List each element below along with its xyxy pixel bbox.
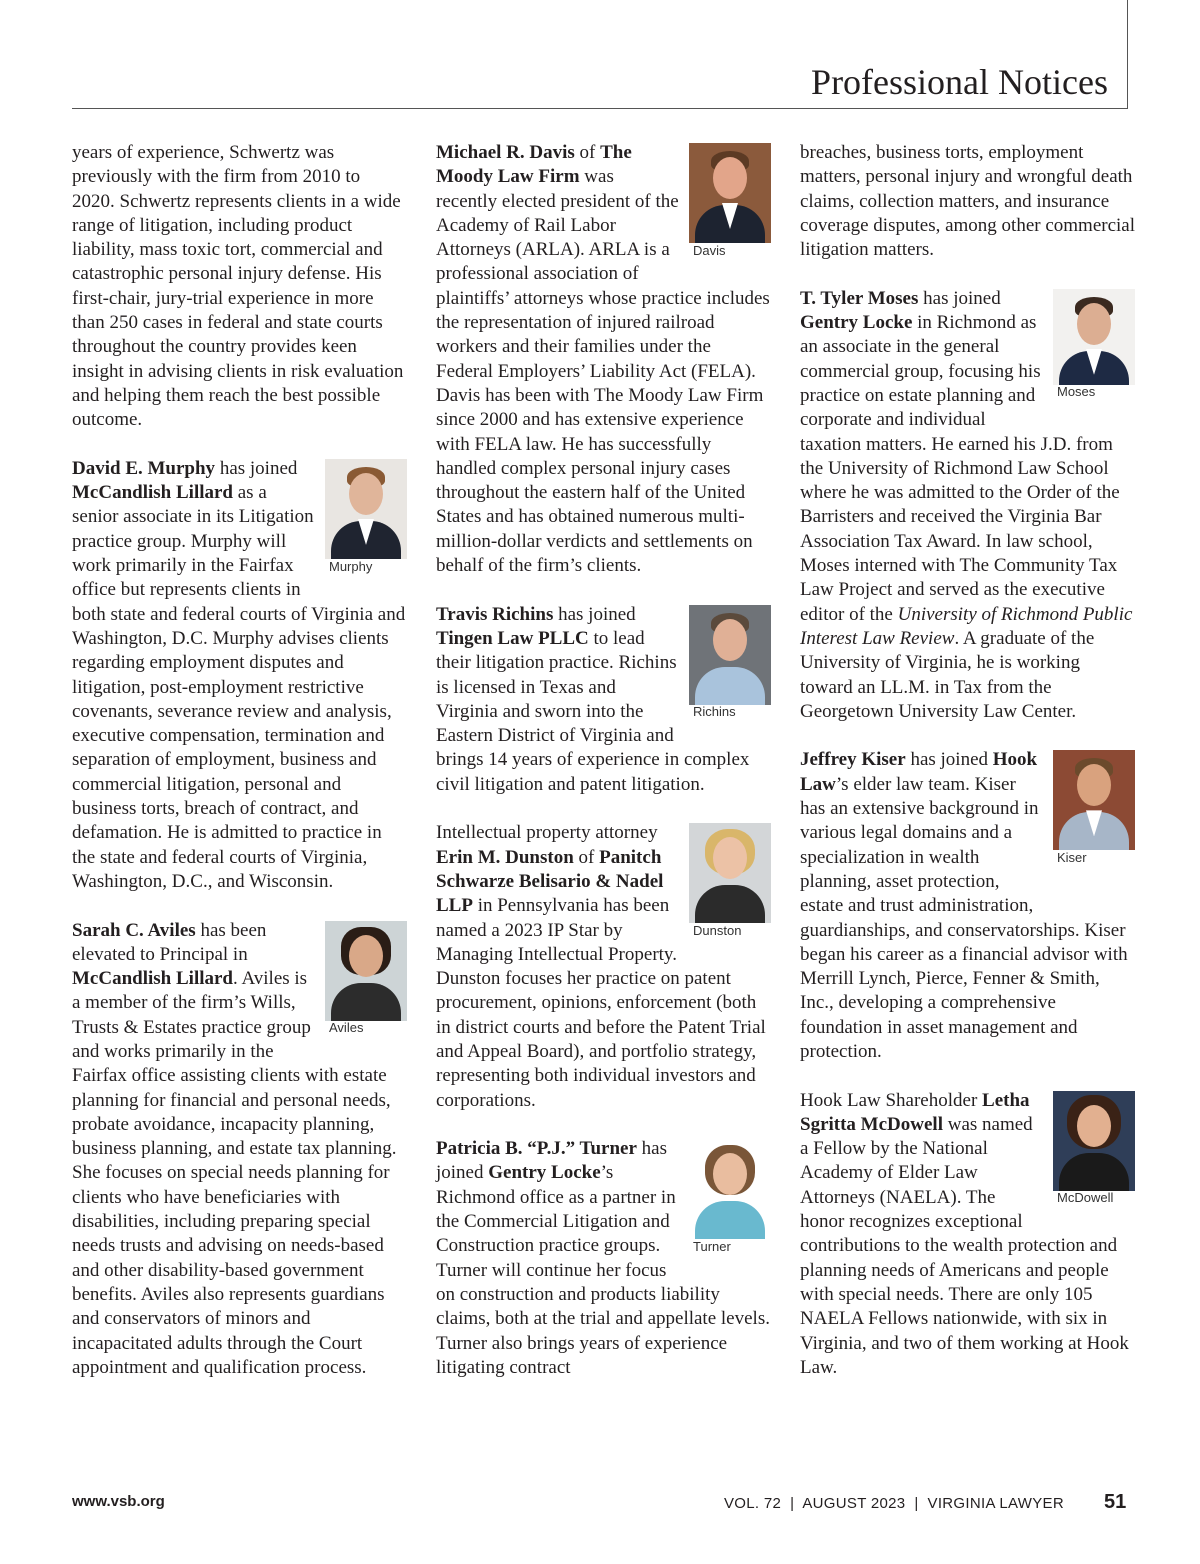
photo-caption: Davis [693, 242, 726, 258]
portrait-image [325, 459, 407, 559]
firm-name: Gentry Locke [488, 1162, 601, 1184]
person-name: David E. Murphy [72, 457, 216, 479]
schwertz-continued: years of experience, Schwertz was previously with the firm from 2010 to 2020. Schwertz represents clients in a wide range of litigation, including product liability, mass toxic tort, commercial and catastrophic personal injury defense. His first-chair, jury-trial experience in more than 250 cases in federal and state courts throughout the country provides keen insight in advising clients in risk evaluation and helping them reach the best possible outcome. [72, 142, 404, 431]
footer-website: www.vsb.org [72, 1493, 165, 1510]
photo-caption: Dunston [693, 923, 742, 939]
photo-caption: McDowell [1057, 1190, 1114, 1206]
photo-caption: Murphy [329, 558, 373, 574]
photo-murphy [325, 459, 407, 574]
journal-title: University of Richmond Public Interest Law Review [800, 603, 1133, 649]
photo-kiser [1053, 750, 1135, 866]
portrait-image [1053, 1091, 1135, 1191]
portrait-image [689, 1139, 771, 1239]
notice-moses: Moses T. Tyler Moses has joined Gentry Locke in Richmond as an associate in the general commercial group, focusing his practice on estate planning and corporate and individual taxation matters. He earned his J.D. from the University of Richmond Law School where he was admitted to the Order of the Barristers and received the Virginia Bar Association Tax Award. In law school, Moses interned with The Community Tax Law Project and served as the executive editor of the University of Richmond Public Interest Law Review. A graduate of the University of Virginia, he is working toward an LL.M. in Tax from the Georgetown University Law Center. [800, 287, 1135, 724]
photo-mcdowell [1053, 1091, 1135, 1206]
page-number: 51 [1104, 1491, 1127, 1513]
notice-kiser: Kiser Jeffrey Kiser has joined Hook Law’s elder law team. Kiser has an extensive background in various legal domains and a specialization in wealth planning, asset protection, estate and trust administration, guardianships, and conservatorships. Kiser began his career as a financial advisor with Merrill Lynch, Pierce, Fenner & Smith, Inc., developing a comprehensive foundation in asset management and protection. [800, 748, 1135, 1064]
portrait-image [689, 605, 771, 705]
photo-dunston [689, 823, 771, 939]
notice-richins: Richins Travis Richins has joined Tingen Law PLLC to lead their litigation practice. Richins is licensed in Texas and Virginia and sworn into the Eastern District of Virginia and brings 14 years of experience in complex civil litigation and patent litigation. [436, 603, 771, 797]
firm-name: McCandlish Lillard [72, 482, 233, 504]
firm-name: Panitch Schwarze Belisario & Nadel LLP [436, 846, 664, 917]
portrait-image [1053, 289, 1135, 385]
notice-davis: Davis Michael R. Davis of The Moody Law Firm was recently elected president of the Academy of Rail Labor Attorneys (ARLA). ARLA is a professional association of plaintiffs’ attorneys whose practice includes the representation of injured railroad workers and their families under the Federal Employers’ Liability Act (FELA). Davis has been with The Moody Law Firm since 2000 and has extensive experience with FELA law. He has successfully handled complex personal injury cases throughout the eastern half of the United States and has obtained numerous multi-million-dollar verdicts and settlements on behalf of the firm’s clients. [436, 142, 770, 577]
photo-davis [689, 143, 771, 258]
notice-mcdowell: McDowell Hook Law Shareholder Letha Sgritta McDowell was named a Fellow by the National Academy of Elder Law Attorneys (NAELA). The honor recognizes exceptional contributions to the wealth protection and planning needs of Americans and people with special needs. There are only 105 NAELA Fellows nationwide, with six in Virginia, and two of them working at Hook Law. [800, 1089, 1135, 1381]
person-name: Sarah C. Aviles [72, 919, 196, 941]
page-title: Professional Notices [811, 62, 1108, 102]
firm-name: Tingen Law PLLC [436, 627, 589, 649]
firm-name: McCandlish Lillard [72, 968, 233, 990]
photo-moses [1053, 289, 1135, 400]
photo-caption: Richins [693, 704, 736, 720]
person-name: Letha Sgritta McDowell [800, 1089, 1030, 1135]
person-name: Travis Richins [436, 603, 554, 625]
person-name: Patricia B. “P.J.” Turner [436, 1138, 637, 1160]
notice-dunston: Dunston Intellectual property attorney Erin M. Dunston of Panitch Schwarze Belisario & Nadel LLP in Pennsylvania has been named a 2023 IP Star by Managing Intellectual Property. Dunston focuses her practice on patent procurement, opinions, enforcement (both in district courts and before the Patent Trial and Appeal Board), and portfolio strategy, representing both individual investors and corporations. [436, 821, 771, 1113]
header-vertical-rule [1127, 0, 1128, 108]
person-name: Jeffrey Kiser [800, 749, 906, 771]
photo-turner [689, 1139, 771, 1254]
photo-caption: Kiser [1057, 850, 1087, 866]
person-name: Michael R. Davis [436, 142, 575, 163]
photo-caption: Moses [1057, 384, 1096, 400]
person-name: Erin M. Dunston [436, 846, 574, 868]
column-3 [800, 141, 1135, 1404]
notice-aviles: Aviles Sarah C. Aviles has been elevated to Principal in McCandlish Lillard. Aviles is a member of the firm’s Wills, Trusts & Estates practice group and works primarily in the Fairfax office assisting clients with estate planning for financial and personal needs, probate avoidance, incapacity planning, business planning, and estate tax planning. She focuses on special needs planning for clients who have beneficiaries with disabilities, including preparing special needs trusts and advising on needs-based and other disability-based government benefits. Aviles also represents guardians and conservators of minors and incapacitated adults through the Court appointment and qualification process. [72, 919, 407, 1381]
firm-name: Hook Law [800, 749, 1038, 795]
notice-turner: Turner Patricia B. “P.J.” Turner has joined Gentry Locke’s Richmond office as a partner in the Commercial Litigation and Construction practice groups. Turner will continue her focus on construction and products liability claims, both at the trial and appellate levels. Turner also brings years of experience litigating contract [436, 1138, 770, 1378]
photo-aviles [325, 921, 407, 1036]
photo-caption: Turner [693, 1238, 731, 1254]
footer-issue: VOL. 72 | AUGUST 2023 | VIRGINIA LAWYER [724, 1495, 1064, 1512]
photo-richins [689, 605, 771, 720]
header-rule [72, 108, 1128, 109]
portrait-image [689, 143, 771, 243]
photo-caption: Aviles [329, 1020, 364, 1036]
firm-name: The Moody Law Firm [436, 142, 632, 188]
portrait-image [689, 823, 771, 923]
turner-continued: breaches, business torts, employment matters, personal injury and wrongful death claims, collection matters, and insurance coverage disputes, among other commercial litigation matters. [800, 142, 1136, 261]
column-1 [72, 141, 407, 1404]
firm-name: Gentry Locke [800, 312, 913, 334]
portrait-image [1053, 750, 1135, 850]
portrait-image [325, 921, 407, 1021]
notice-murphy: Murphy David E. Murphy has joined McCandlish Lillard as a senior associate in its Litigation practice group. Murphy will work primarily in the Fairfax office but represents clients in both state and federal courts of Virginia and Washington, D.C. Murphy advises clients regarding employment disputes and litigation, post-employment restrictive covenants, severance review and analysis, executive compensation, termination and separation of employment, business and commercial litigation, personal and business torts, breach of contract, and defamation. He is admitted to practice in the state and federal courts of Virginia, Washington, D.C., and Wisconsin. [72, 457, 406, 892]
person-name: T. Tyler Moses [800, 287, 919, 309]
column-2 [436, 141, 771, 1404]
